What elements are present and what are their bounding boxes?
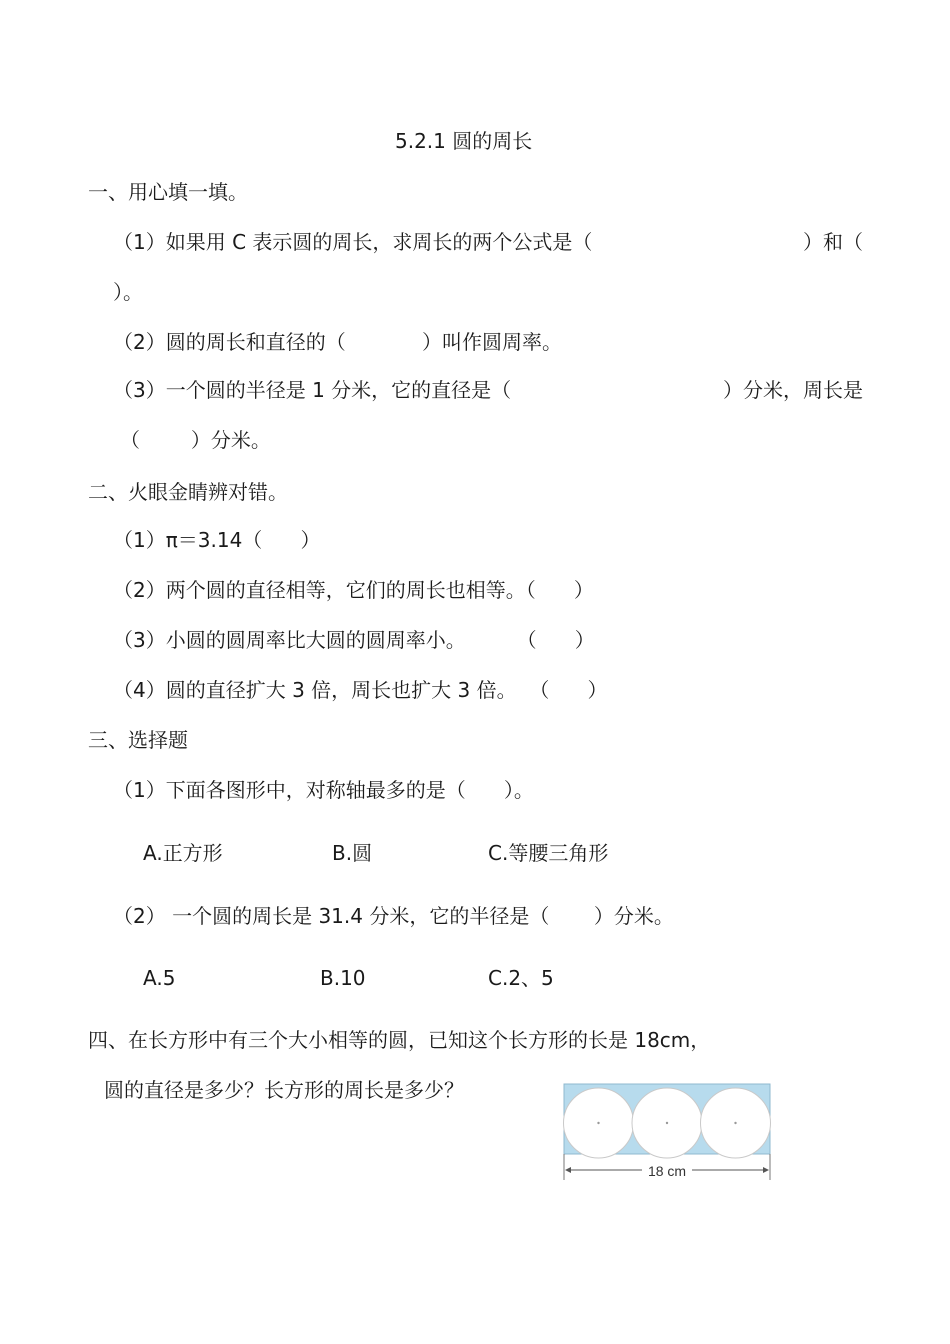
choice-option: A.正方形 [143,841,223,865]
section-1-q3-part-a: （3）一个圆的半径是 1 分米，它的直径是（ [113,378,512,402]
circle-center-dot [734,1122,736,1124]
section-1-question-3-line [113,380,863,400]
section-3-heading: 三、选择题 [88,728,188,752]
section-1-question-2: （2）圆的周长和直径的（ ）叫作圆周率。 [113,330,563,354]
choice-option: C.等腰三角形 [488,841,609,865]
section-4-heading: 四、在长方形中有三个大小相等的圆，已知这个长方形的长是 18cm， [88,1028,711,1052]
section-1-q1-part-a: （1）如果用 C 表示圆的周长，求周长的两个公式是（ [113,230,593,254]
dimension-label: 18 cm [647,1163,687,1179]
dimension-arrow-right [763,1167,769,1173]
section-3-question-2: （2） 一个圆的周长是 31.4 分米，它的半径是（ ）分米。 [113,904,674,928]
section-2-item: （1）π＝3.14（ ） [113,528,321,552]
page-title: 5.2.1 圆的周长 [395,129,533,153]
section-1-q3-part-c: （ ）分米。 [120,428,271,452]
circle-center-dot [666,1122,668,1124]
choice-option: B.10 [320,966,366,990]
section-2-item: （2）两个圆的直径相等，它们的周长也相等。（ ） [113,578,594,602]
section-2-heading: 二、火眼金睛辨对错。 [88,480,288,504]
rectangle-three-circles-figure [560,1080,774,1184]
section-1-question-1-line [113,232,863,252]
section-3-question-1: （1）下面各图形中，对称轴最多的是（ ）。 [113,778,534,802]
section-1-q1-part-b: ）和（ [803,230,863,254]
choice-option: C.2、5 [488,966,554,990]
section-1-q3-part-b: ）分米，周长是 [723,378,863,402]
section-1-q1-part-c: ）。 [113,280,143,304]
choice-option: A.5 [143,966,176,990]
section-2-item: （4）圆的直径扩大 3 倍，周长也扩大 3 倍。 （ ） [113,678,608,702]
choice-option: B.圆 [332,841,373,865]
dimension-arrow-left [565,1167,571,1173]
section-2-item: （3）小圆的圆周率比大圆的圆周率小。 （ ） [113,628,595,652]
circle-center-dot [597,1122,599,1124]
section-4-question: 圆的直径是多少？长方形的周长是多少？ [104,1078,464,1102]
section-1-heading: 一、用心填一填。 [88,180,248,204]
